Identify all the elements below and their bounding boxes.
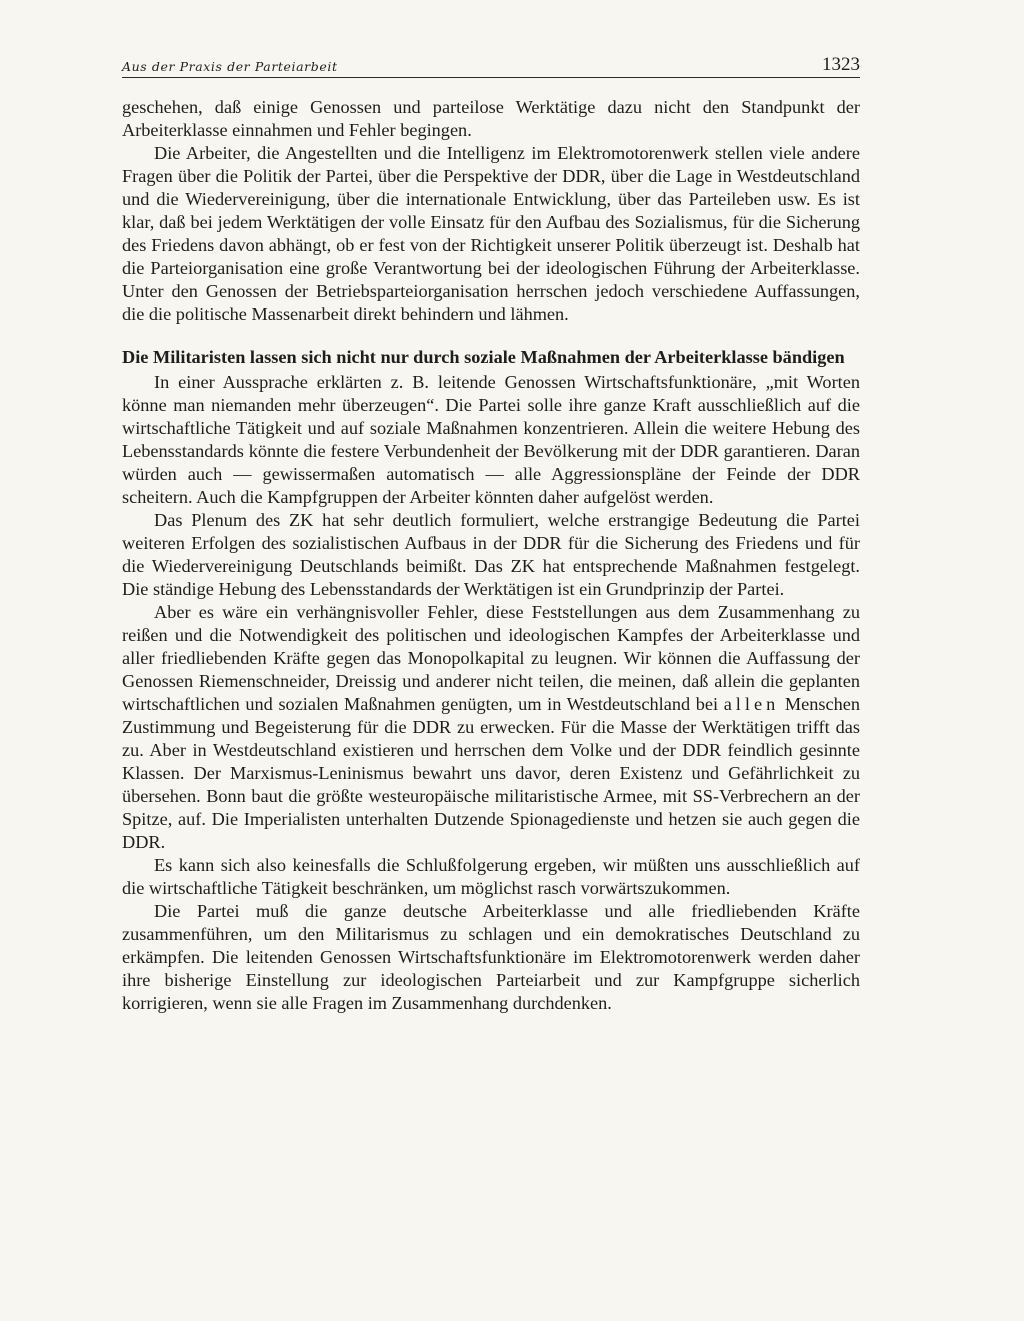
paragraph-3: In einer Aussprache erklärten z. B. leitende Genossen Wirtschaftsfunktionäre, „mit Worten könne man niemanden mehr überzeugen“. Die Partei solle ihre ganze Kraft ausschließlich auf die wirtschaftliche Tätigkeit und auf soziale Maßnahmen konzentrieren. Allein die weitere Hebung des Lebensstandards könnte die festere Verbundenheit der Bevölkerung mit der DDR garantieren. Daran würden auch — gewissermaßen automatisch — alle Aggressionspläne der Feinde der DDR scheitern. Auch die Kampfgruppen der Arbeiter könnten daher aufgelöst werden. — [122, 372, 860, 507]
running-title: Aus der Praxis der Parteiarbeit — [122, 59, 338, 74]
paragraph-5 — [122, 601, 860, 854]
paragraph-1: geschehen, daß einige Genossen und parteilose Werktätige dazu nicht den Standpunkt der Arbeiterklasse einnahmen und Fehler begingen. — [122, 97, 860, 140]
paragraph-5-part-1: Aber es wäre ein verhängnisvoller Fehler, diese Feststellungen aus dem Zusammenhang zu reißen und die Notwendigkeit des politischen und ideologischen Kampfes der Arbeiterklasse und aller friedliebenden Kräfte gegen das Monopolkapital zu leugnen. Wir können die Auffassung der Genossen Riemenschneider, Dreissig und anderer nicht teilen, die meinen, daß allein die geplanten wirtschaftlichen und sozialen Maßnahmen genügten, um in Westdeutschland bei — [122, 602, 860, 714]
paragraph-6: Es kann sich also keinesfalls die Schlußfolgerung ergeben, wir müßten uns ausschließlich auf die wirtschaftliche Tätigkeit beschränken, um möglichst rasch vorwärtszukommen. — [122, 855, 860, 898]
paragraph-7: Die Partei muß die ganze deutsche Arbeiterklasse und alle friedliebenden Kräfte zusammenführen, um den Militarismus zu schlagen und ein demokratisches Deutschland zu erkämpfen. Die leitenden Genossen Wirtschaftsfunktionäre im Elektromotorenwerk werden daher ihre bisherige Einstellung zur ideologischen Parteiarbeit und zur Kampfgruppe sicherlich korrigieren, wenn sie alle Fragen im Zusammenhang durchdenken. — [122, 901, 860, 1013]
emphasized-word: allen — [723, 694, 780, 714]
page-number: 1323 — [822, 54, 860, 75]
running-header — [122, 50, 860, 78]
paragraph-5-part-2: Menschen Zustimmung und Begeisterung für die DDR zu erwecken. Für die Masse der Werktätigen trifft das zu. Aber in Westdeutschland existieren und herrschen dem Volke und der DDR feindlich gesinnte Klassen. Der Marxismus-Leninismus bewahrt uns davor, deren Existenz und Gefährlichkeit zu übersehen. Bonn baut die größte westeuropäische militaristische Armee, mit SS-Verbrechern an der Spitze, auf. Die Imperialisten unterhalten Dutzende Spionagedienste und hetzen sie auch gegen die DDR. — [122, 694, 860, 852]
article-body — [122, 96, 860, 1015]
section-heading: Die Militaristen lassen sich nicht nur durch soziale Maßnahmen der Arbeiterklasse bändigen — [122, 347, 845, 367]
book-page — [122, 50, 860, 1015]
paragraph-4: Das Plenum des ZK hat sehr deutlich formuliert, welche erstrangige Bedeutung die Partei weiteren Erfolgen des sozialistischen Aufbaus in der DDR für die Sicherung des Friedens und für die Wiedervereinigung Deutschlands beimißt. Das ZK hat entsprechende Maßnahmen festgelegt. Die ständige Hebung des Lebensstandards der Werktätigen ist ein Grundprinzip der Partei. — [122, 510, 860, 599]
paragraph-2: Die Arbeiter, die Angestellten und die Intelligenz im Elektromotorenwerk stellen viele andere Fragen über die Politik der Partei, über die Perspektive der DDR, über die Lage in Westdeutschland und die Wiedervereinigung, über die internationale Entwicklung, über das Parteileben usw. Es ist klar, daß bei jedem Werktätigen der volle Einsatz für den Aufbau des Sozialismus, für die Sicherung des Friedens davon abhängt, ob er fest von der Richtigkeit unserer Politik überzeugt ist. Deshalb hat die Parteiorganisation eine große Verantwortung bei der ideologischen Führung der Arbeiterklasse. Unter den Genossen der Betriebsparteiorganisation herrschen jedoch verschiedene Auffassungen, die die politische Massenarbeit direkt behindern und lähmen. — [122, 143, 860, 324]
